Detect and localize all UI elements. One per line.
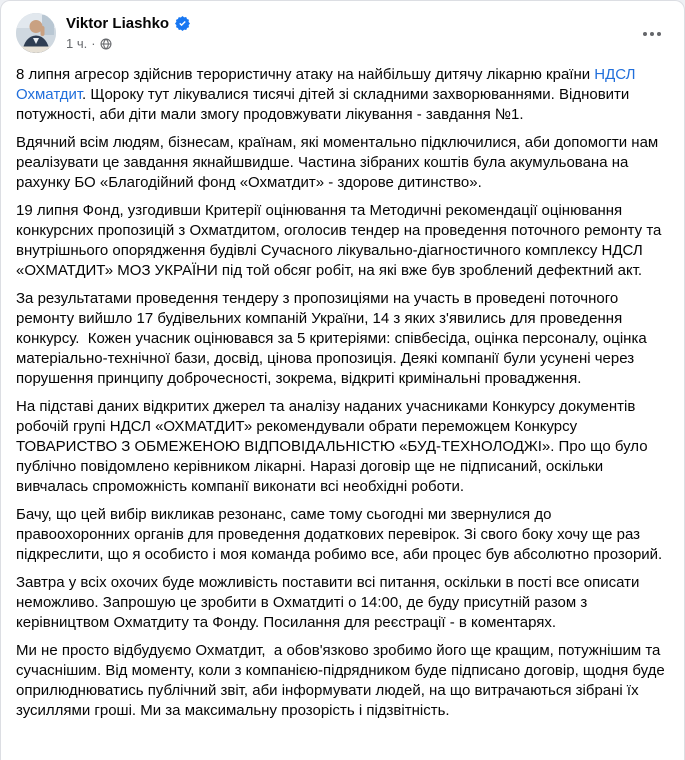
- more-options-button[interactable]: [636, 20, 668, 48]
- post-paragraph: [16, 65, 668, 125]
- header-text: [66, 13, 190, 52]
- post-text-segment: Вдячний всім людям, бізнесам, країнам, які моментально підключилися, аби допомогти нам реалізувати це завдання якнайшвидше. Частина зібраних коштів була акумульована на рахунку БО «Благодійний фонд «Охматдит» - здорове дитинство».: [16, 134, 663, 191]
- page-link[interactable]: НДСЛ Охматдит: [16, 66, 640, 103]
- post-paragraph: [16, 397, 668, 497]
- post-text-segment: Бачу, що цей вибір викликав резонанс, саме тому сьогодні ми звернулися до правоохоронних органів для проведення додаткових перевірок. Зі свого боку хочу ще раз підкреслити, що я особисто і моя команда робимо все, аби процес був абсолютно прозорий.: [16, 506, 663, 563]
- post-text-segment: За результатами проведення тендеру з пропозиціями на участь в проведені поточного ремонту вийшло 17 будівельних компаній України, 14 з яких з'явились для проведення конкурсу. Кожен учасник оцінювався за 5 критеріями: співбесіда, оцінка персоналу, оцінка матеріально-технічної бази, досвід, цінова пропозиція. Деякі компанії були усунені через порушення принципу доброчесності, зокрема, відкриті кримінальні провадження.: [16, 290, 651, 387]
- globe-icon: [100, 38, 112, 50]
- timestamp[interactable]: 1 ч.: [66, 36, 88, 51]
- profile-avatar[interactable]: [16, 13, 56, 53]
- profile-photo: [16, 13, 56, 53]
- post-text-segment: Ми не просто відбудуємо Охматдит, а обов'язково зробимо його ще кращим, потужнішим та сучаснішим. Від моменту, коли з компанією-підрядником буде підписано договір, щодня буде оприлюднюватись публічний звіт, аби інформувати людей, на що витрачаються зібрані їх зусиллями гроші. Ми за максимальну прозорість і підзвітність.: [16, 642, 669, 719]
- post-text-segment: На підставі даних відкритих джерел та аналізу наданих учасниками Конкурсу документів робочій групі НДСЛ «ОХМАТДИТ» рекомендували обрати переможцем Конкурсу ТОВАРИСТВО З ОБМЕЖЕНОЮ ВІДПОВІДАЛЬНІСТЮ «БУД-ТЕХНОЛОДЖІ». Про що було публічно повідомлено керівником лікарні. Наразі договір ще не підписаний, оскільки вивчалась спроможність компанії виконати всі необхідні роботи.: [16, 398, 652, 495]
- three-dots-icon: [643, 32, 661, 36]
- post-meta: [66, 35, 190, 52]
- post-paragraph: [16, 573, 668, 633]
- post-paragraph: [16, 201, 668, 281]
- meta-separator: ·: [91, 36, 96, 51]
- post-paragraph: [16, 133, 668, 193]
- post-paragraph: [16, 505, 668, 565]
- post-paragraph: [16, 289, 668, 389]
- post-text-segment: Завтра у всіх охочих буде можливість поставити всі питання, оскільки в пості все описати неможливо. Запрошую це зробити в Охматдиті о 14:00, де буду присутній разом з керівництвом Охматдиту та Фонду. Посилання для реєстрації - в коментарях.: [16, 574, 644, 631]
- post-text-segment: 19 липня Фонд, узгодивши Критерії оцінювання та Методичні рекомендації оцінювання конкурсних пропозицій з Охматдитом, оголосив тендер на проведення поточного ремонту та внутрішнього опорядження будівлі Сучасного лікувально-діагностичного комплексу НДСЛ «ОХМАТДИТ» МОЗ УКРАЇНИ під той обсяг робіт, на які вже був зроблений дефектний акт.: [16, 202, 666, 279]
- post-header: [1, 1, 684, 53]
- author-name[interactable]: Viktor Liashko: [66, 15, 170, 32]
- post-text-segment: . Щороку тут лікувалися тисячі дітей зі складними захворюваннями. Відновити потужності, аби діти мали змогу продовжувати лікування - завдання №1.: [16, 86, 634, 123]
- post-paragraph: [16, 641, 668, 721]
- post-text-segment: 8 липня агресор здійснив терористичну атаку на найбільшу дитячу лікарню країни: [16, 66, 595, 83]
- post-text: [1, 53, 684, 737]
- verified-badge-icon: [175, 16, 190, 31]
